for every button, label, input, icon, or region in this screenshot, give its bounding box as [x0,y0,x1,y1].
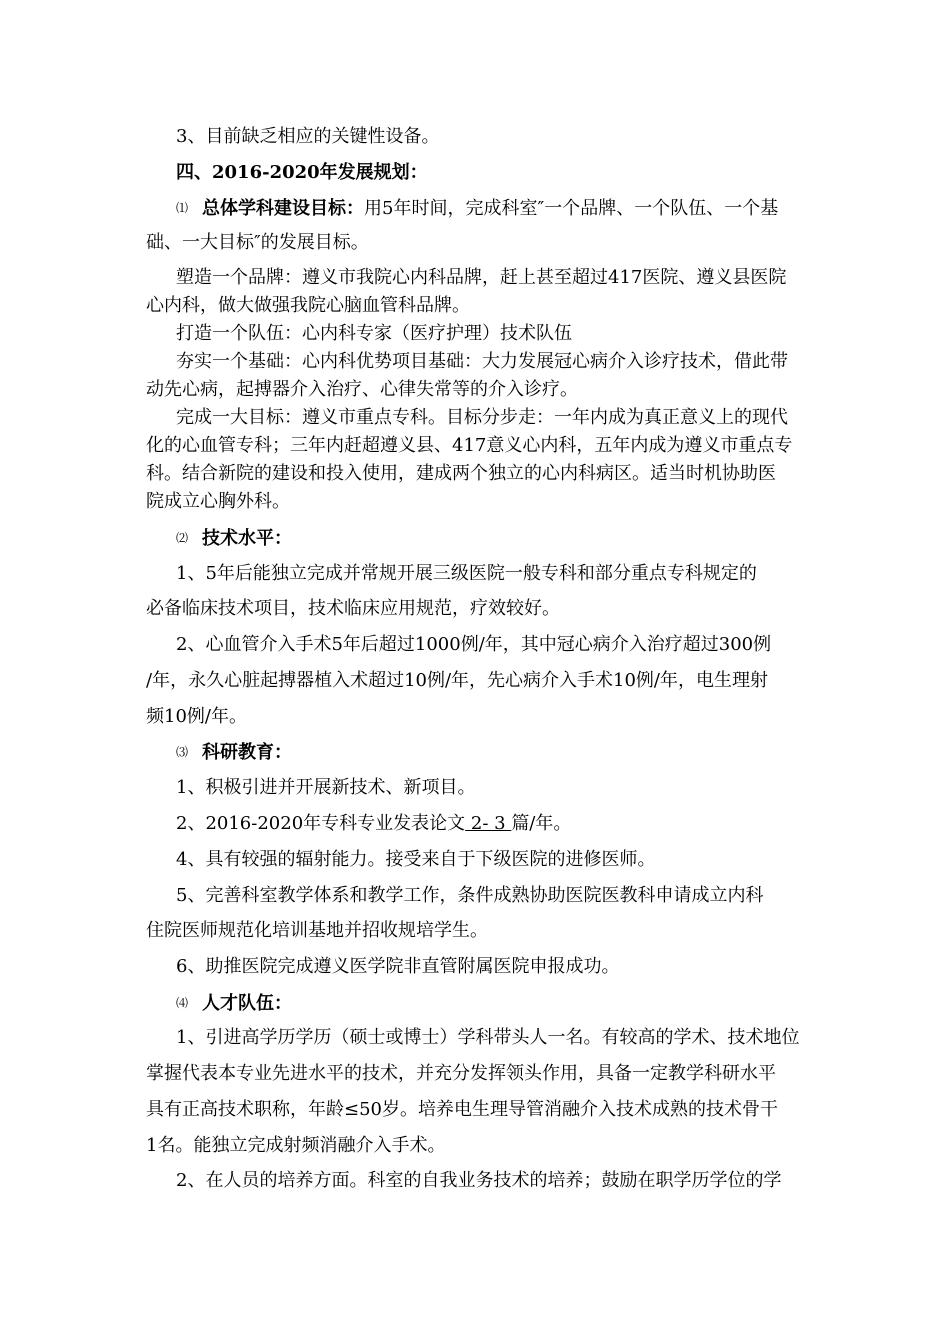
text-line: 完成一大目标：遵义市重点专科。目标分步走：一年内成为真正意义上的现代 [176,407,788,428]
heading-text: 技术水平： [202,528,293,549]
text-line: 住院医师规范化培训基地并招收规培学生。 [146,920,488,941]
item-number: ⑴ [176,201,189,215]
text-line: 夯实一个基础：心内科优势项目基础：大力发展冠心病介入诊疗技术，借此带 [176,351,788,372]
text-line: 打造一个队伍：心内科专家（医疗护理）技术队伍 [176,323,572,344]
text-line: 2、在人员的培养方面。科室的自我业务技术的培养；鼓励在职学历学位的学 [176,1170,782,1191]
text-line: 频10例/年。 [146,706,247,727]
subsection-heading [176,740,806,765]
text-line: 化的心血管专科；三年内赶超遵义县、417意义心内科，五年内成为遵义市重点专 [146,435,793,456]
text-span: 篇/年。 [511,813,572,834]
subsection-heading [176,526,806,551]
text-line: 1名。能独立完成射频消融介入手术。 [146,1135,446,1156]
text-line: 1、5年后能独立完成并常规开展三级医院一般专科和部分重点专科规定的 [176,563,757,584]
text-line: 4、具有较强的辐射能力。接受来自于下级医院的进修医师。 [176,849,656,870]
text-span: 用5年时间，完成科室″一个品牌、一个队伍、一个基 [364,198,779,219]
text-line: 础、一大目标″的发展目标。 [146,232,369,253]
text-line: 1、积极引进并开展新技术、新项目。 [176,777,476,798]
underlined-value: 2- 3 [465,813,512,834]
text-line: 掌握代表本专业先进水平的技术，并充分发挥领头作用，具备一定教学科研水平 [146,1063,776,1084]
subsection-heading [176,991,806,1016]
text-line: 必备临床技术项目，技术临床应用规范，疗效较好。 [146,598,560,619]
bold-label: 总体学科建设目标： [202,198,365,219]
text-line: 心内科，做大做强我院心脑血管科品牌。 [146,295,470,316]
text-line: 具有正高技术职称，年龄≤50岁。培养电生理导管消融介入技术成熟的技术骨干 [146,1099,778,1120]
text-line: 3、目前缺乏相应的关键性设备。 [176,126,440,147]
heading-text: 科研教育： [202,742,293,763]
item-number: ⑶ [176,745,189,759]
text-line: 动先心病，起搏器介入治疗、心律失常等的介入诊疗。 [146,379,578,400]
text-line: /年，永久心脏起搏器植入术超过10例/年，先心病介入手术10例/年，电生理射 [146,670,768,691]
text-line: 1、引进高学历学历（硕士或博士）学科带头人一名。有较高的学术、技术地位 [176,1027,800,1048]
text-line: 2、心血管介入手术5年后超过1000例/年，其中冠心病介入治疗超过300例 [176,634,772,655]
subsection-heading [176,196,806,221]
text-line: 塑造一个品牌：遵义市我院心内科品牌，赶上甚至超过417医院、遵义县医院 [176,267,787,288]
text-span: 2、2016-2020年专科专业发表论文 [176,813,466,834]
text-line [176,812,806,836]
item-number: ⑵ [176,531,189,545]
text-line: 院成立心胸外科。 [146,491,290,512]
text-line: 科。结合新院的建设和投入使用，建成两个独立的心内科病区。适当时机协助医 [146,463,776,484]
item-number: ⑷ [176,996,189,1010]
text-line: 6、助推医院完成遵义医学院非直管附属医院申报成功。 [176,956,620,977]
heading-text: 人才队伍： [202,993,293,1014]
text-line: 5、完善科室教学体系和教学工作，条件成熟协助医院医教科申请成立内科 [176,885,764,906]
section-heading: 四、2016-2020年发展规划： [176,162,428,183]
